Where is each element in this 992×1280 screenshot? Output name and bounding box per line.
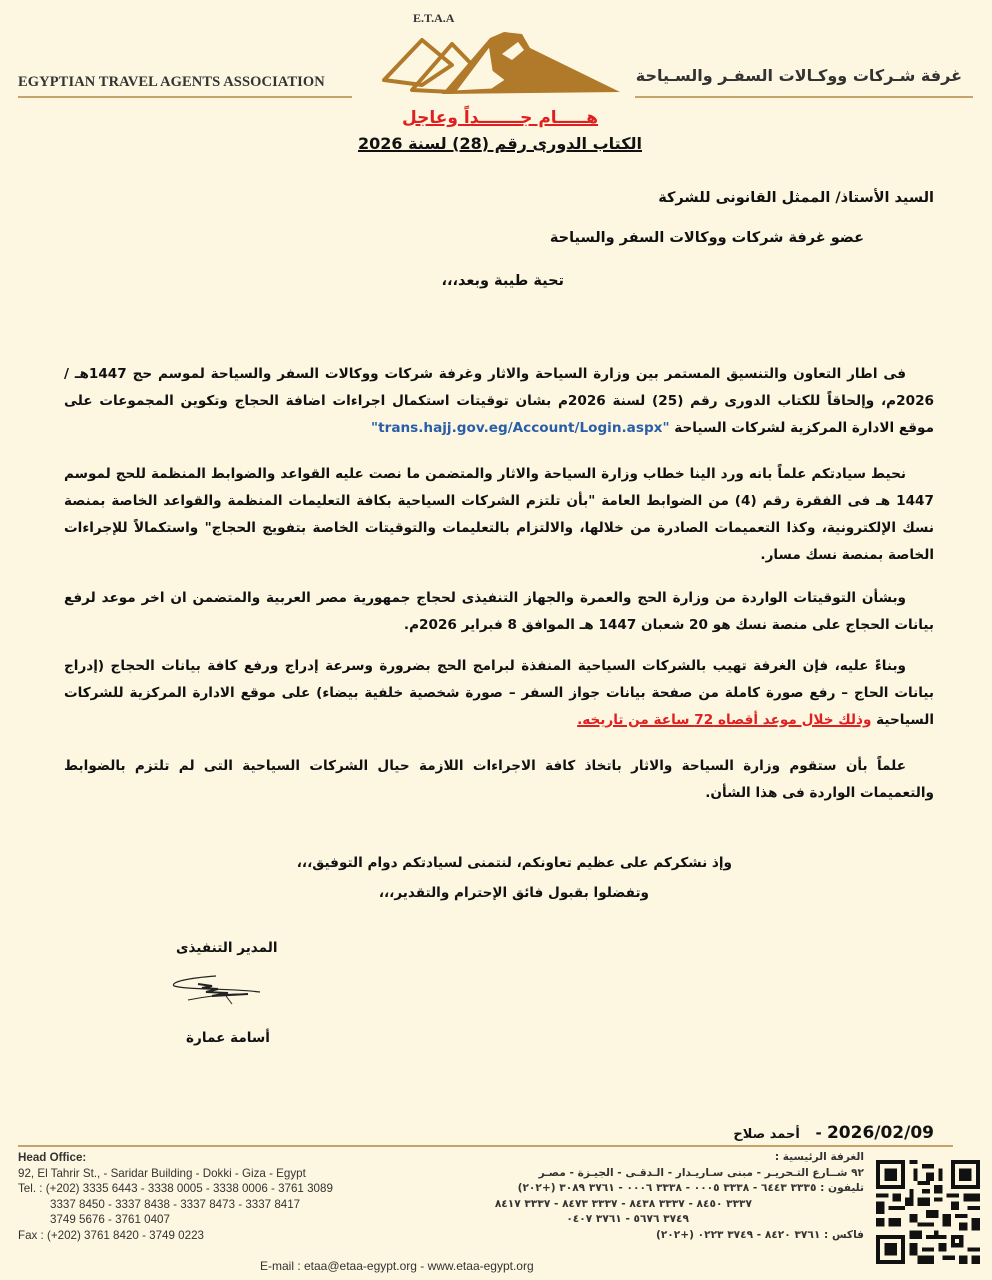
signer-name: أسامة عمارة <box>186 1030 270 1046</box>
closing-regards: وتفضلوا بقبول فائق الإحترام والتقدير،،، <box>378 885 649 901</box>
footer-ar-tel1: تليفون : ٣٣٣٥ ٦٤٤٣ - ٣٣٣٨ ٠٠٠٥ - ٣٣٣٨ ٠٠٠٦ - ٣٧٦١ ٣٠٨٩ (+٢٠٢) <box>517 1182 864 1195</box>
paragraph-1 <box>64 361 934 442</box>
circular-number: الكتاب الدورى رقم (28) لسنة 2026 <box>357 134 642 153</box>
portal-link[interactable]: "trans.hajj.gov.eg/Account/Login.aspx" <box>371 420 670 436</box>
greeting: تحية طيبة وبعد،،، <box>441 273 564 289</box>
header-divider-right <box>635 96 973 98</box>
paragraph-2-text: نحيط سيادتكم علماً بانه ورد الينا خطاب وزارة السياحة والاثار والمتضمن ما نصت عليه القواعد والضوابط المنظمة للحج لموسم 1447 هـ فى الفقرة رقم (4) من الضوابط العامة "بأن تلتزم الشركات السياحية بكافة التعليمات المنظمة والقواعد الخاصة بمنصة نسك الإلكترونية، وكذا التعميمات الصادرة من خلالها، والالتزام بالتعليمات والتوقيتات الخاصة بتفويج الحجاج" واستكمالاً للإجراءات الخاصة بمنصة نسك مسار. <box>64 466 934 563</box>
paragraph-5-text: علماً بأن ستقوم وزارة السياحة والاثار باتخاذ كافة الاجراءات اللازمة حيال الشركات السياحية التى لم تلتزم بالضوابط والتعميمات الواردة فى هذا الشأن. <box>64 758 934 801</box>
signature-icon <box>168 972 278 1008</box>
closing-thanks: وإذ نشكركم على عظيم تعاونكم، لنتمنى لسيادتكم دوام التوفيق،،، <box>296 855 732 871</box>
writer-name: أحمد صلاح <box>733 1127 800 1142</box>
signer-title: المدير التنفيذى <box>176 940 278 956</box>
footer-en-heading: Head Office: <box>18 1151 87 1164</box>
paragraph-4 <box>64 653 934 734</box>
footer-english <box>18 1150 333 1244</box>
header-divider-left <box>18 96 352 98</box>
footer-contact[interactable]: E-mail : etaa@etaa-egypt.org - www.etaa-egypt.org <box>260 1259 534 1273</box>
footer-ar-fax: فاكس : ٣٧٦١ ٨٤٢٠ - ٣٧٤٩ ٠٢٢٣ (+٢٠٢) <box>655 1228 864 1241</box>
paragraph-4-text: وبناءً عليه، فإن الغرفة تهيب بالشركات السياحية المنفذة لبرامج الحج بضرورة وسرعة إدراج ورفع كافة بيانات الحجاج (إدراج بيانات الحاج – رفع صورة كاملة من صفحة بيانات جواز السفر – صورة شخصية خلفية بيضاء) على موقع الادارة المركزية للشركات السياحية <box>64 658 934 728</box>
document-date: 2026/02/09 <box>826 1123 934 1143</box>
footer-en-address: 92, El Tahrir St., - Saridar Building - Dokki - Giza - Egypt <box>18 1166 306 1180</box>
qr-code-icon <box>876 1160 980 1264</box>
footer-ar-tel3: ٣٧٤٩ ٥٦٧٦ - ٣٧٦١ ٠٤٠٧ <box>566 1213 689 1226</box>
footer-en-tel2: 3337 8450 - 3337 8438 - 3337 8473 - 3337 8417 <box>50 1197 301 1211</box>
paragraph-3-text: وبشأن التوقيتات الواردة من وزارة الحج والعمرة والجهاز التنفيذى لحجاج جمهورية مصر العربية والمتضمن ان اخر موعد لرفع بيانات الحجاج على منصة نسك هو 20 شعبان 1447 هـ الموافق 8 فبراير 2026م. <box>64 590 934 633</box>
urgent-heading: هـــــام جـــــــداً وعاجل <box>401 108 599 128</box>
dateline-separator: - <box>815 1124 822 1142</box>
logo-text: E.T.A.A <box>413 11 455 25</box>
recipient-membership: عضو غرفة شركات ووكالات السفر والسياحة <box>549 230 864 246</box>
footer-ar-heading: الغرفة الرئيسية : <box>774 1151 864 1163</box>
dateline <box>733 1123 934 1143</box>
recipient-line: السيد الأستاذ/ الممثل القانونى للشركة <box>658 190 934 206</box>
paragraph-2 <box>64 461 934 569</box>
footer-divider <box>18 1145 953 1147</box>
footer-arabic <box>495 1150 864 1244</box>
pyramids-logo-icon <box>382 20 622 95</box>
deadline-highlight: وذلك خلال موعد أقصاه 72 ساعة من تاريخه. <box>577 712 872 728</box>
footer-ar-address: ٩٢ شــارع التـحريـر - مبنى سـاريـدار - الـدقـى - الجيـزة - مصـر <box>538 1166 864 1179</box>
footer-en-tel3: 3749 5676 - 3761 0407 <box>50 1213 170 1227</box>
footer-en-tel1: Tel. : (+202) 3335 6443 - 3338 0005 - 3338 0006 - 3761 3089 <box>18 1182 333 1196</box>
paragraph-5 <box>64 753 934 807</box>
org-name-english: EGYPTIAN TRAVEL AGENTS ASSOCIATION <box>18 74 325 90</box>
org-name-arabic: غرفة شـركات ووكـالات السفـر والسـياحة <box>635 66 962 85</box>
paragraph-1-text: فى اطار التعاون والتنسيق المستمر بين وزارة السياحة والاثار وغرفة شركات ووكالات السفر والسياحة لموسم حج 1447هـ / 2026م، وإلحاقاً للكتاب الدورى رقم (25) لسنة 2026م بشان توقيتات استكمال اجراءات اضافة الحجاج وتكوين المجموعات على موقع الادارة المركزية لشركات السياحة <box>64 366 934 436</box>
footer-en-fax: Fax : (+202) 3761 8420 - 3749 0223 <box>18 1228 204 1242</box>
paragraph-3 <box>64 585 934 639</box>
footer-ar-tel2: ٣٣٣٧ ٨٤٥٠ - ٣٣٣٧ ٨٤٣٨ - ٣٣٣٧ ٨٤٧٣ - ٣٣٣٧ ٨٤١٧ <box>494 1197 752 1210</box>
